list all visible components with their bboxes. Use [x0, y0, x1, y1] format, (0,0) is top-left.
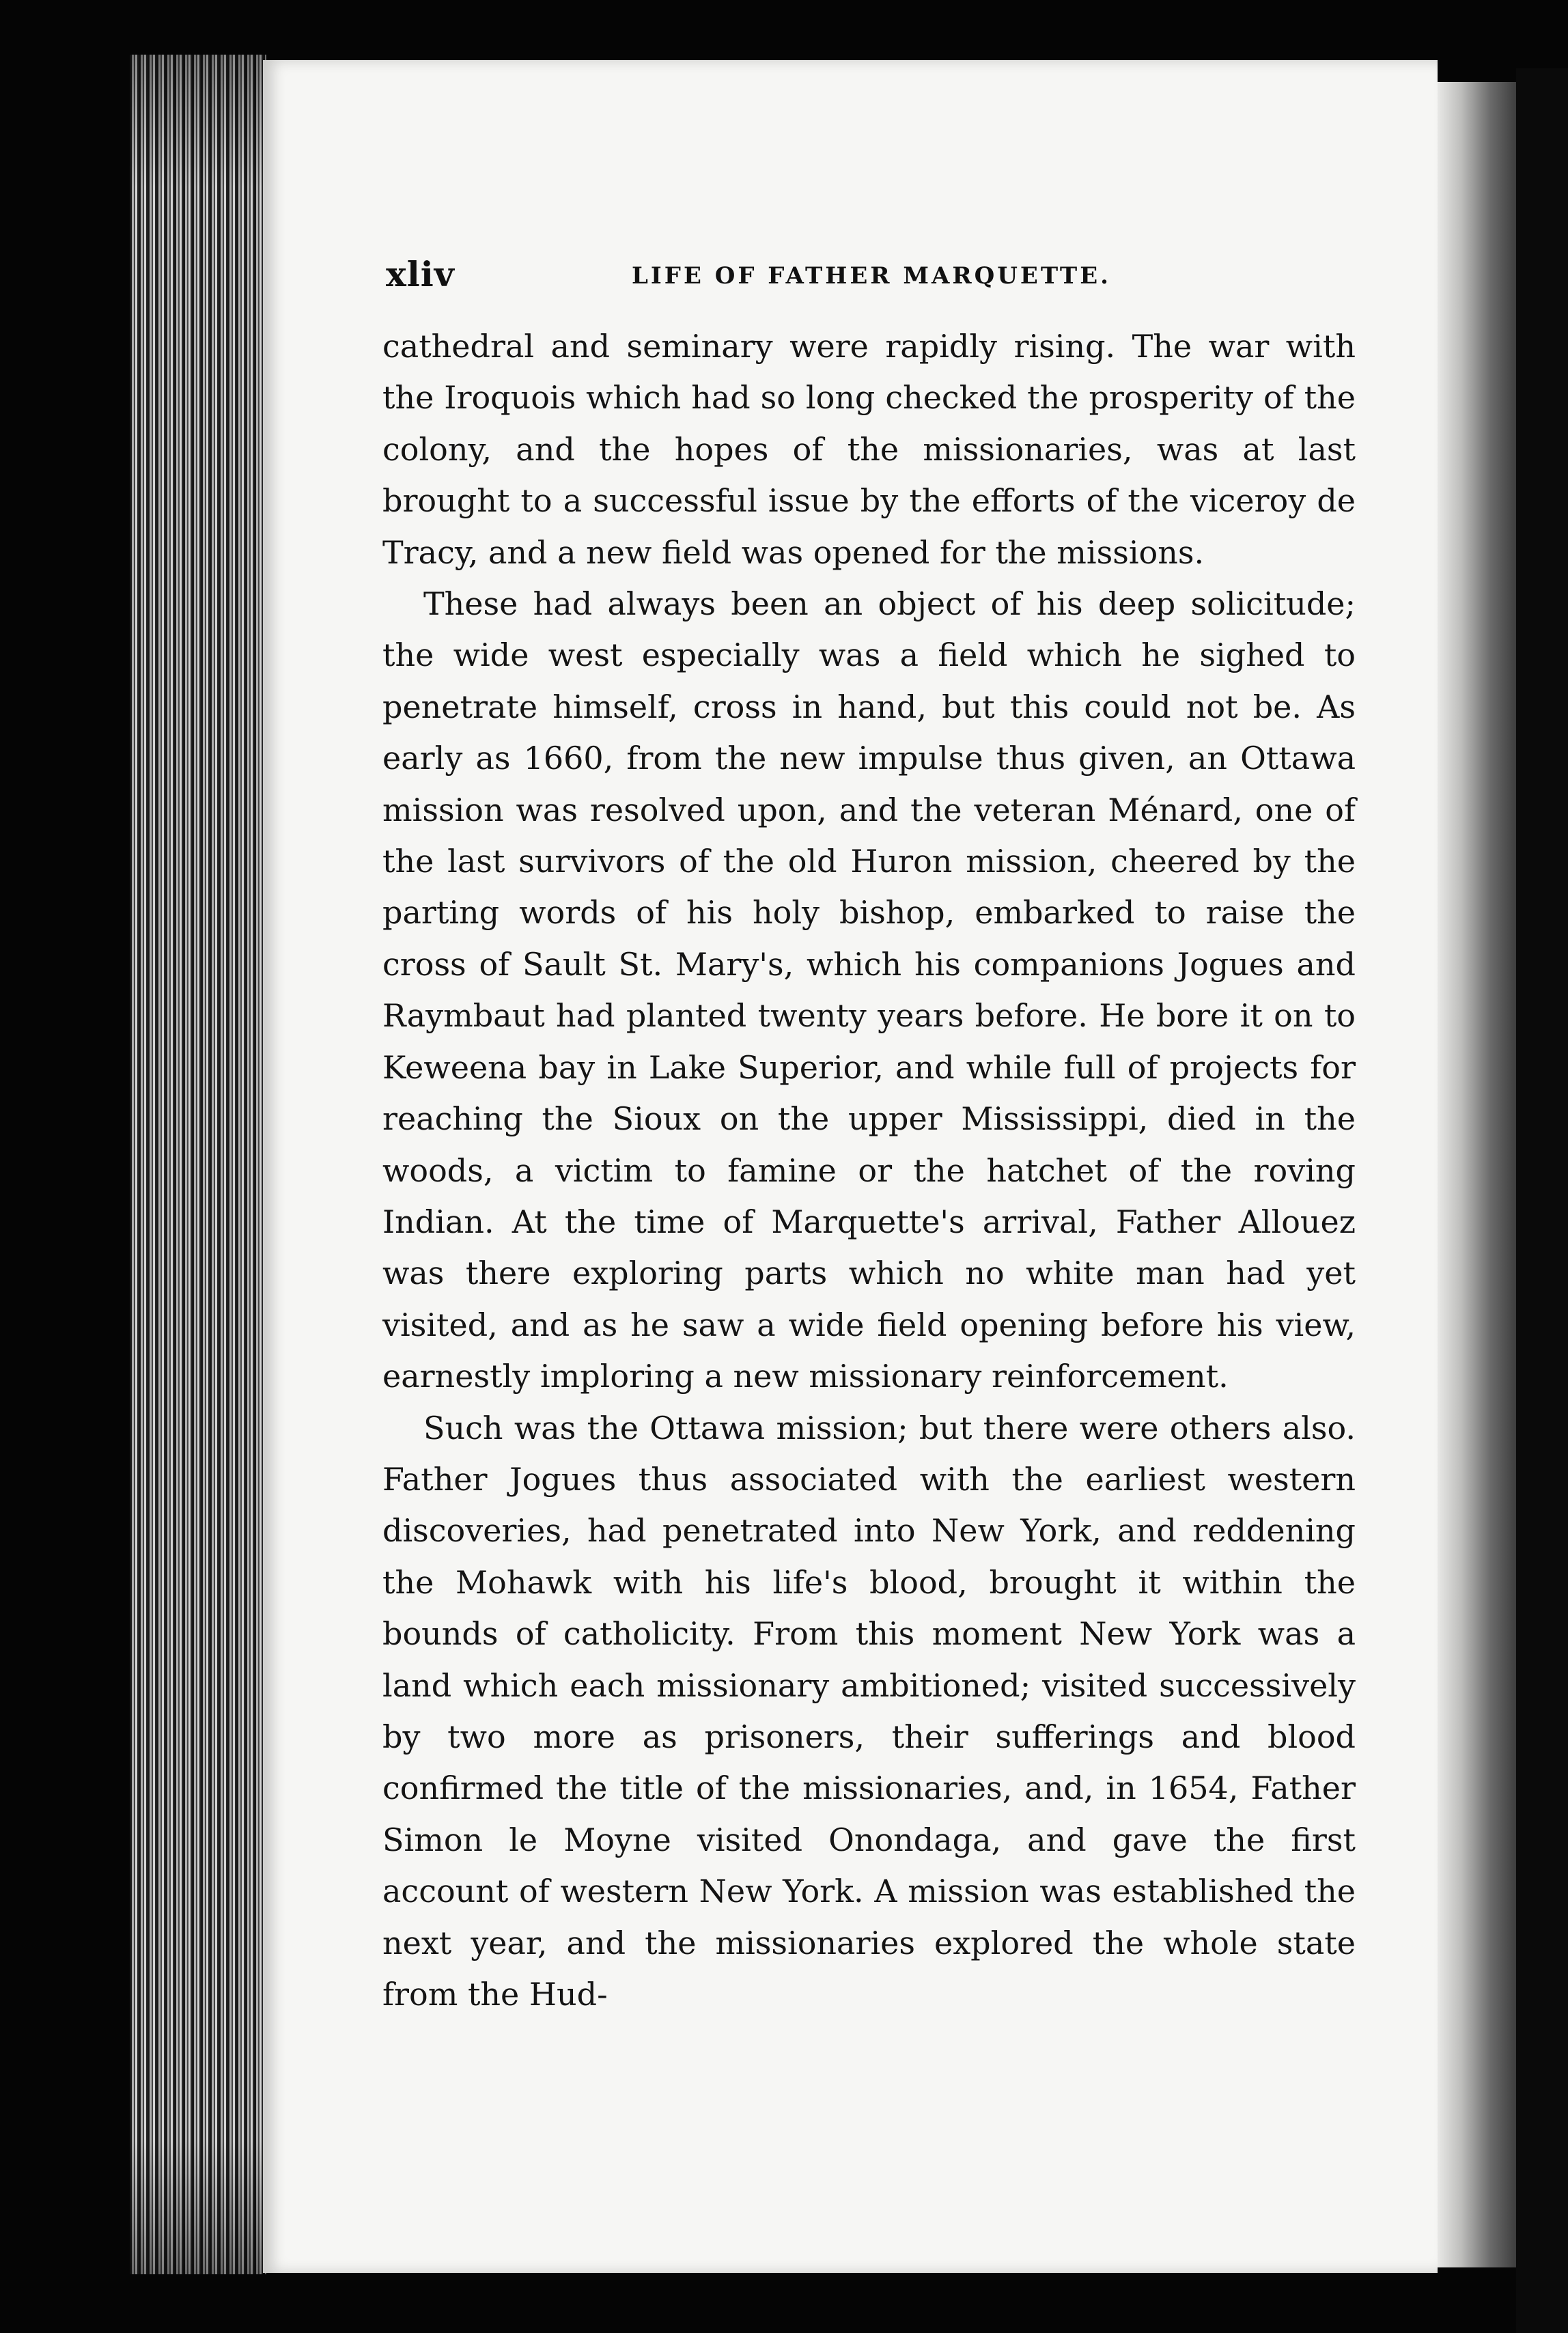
running-head: LIFE OF FATHER MARQUETTE. [632, 262, 1111, 290]
paragraph-3: Such was the Ottawa mission; but there were others also. Father Jogues thus associated with the earliest western discoveries, had penetrated into New York, and reddening the Mohawk with his life's blood, brought it within the bounds of catholicity. From this moment New York was a land which each missionary ambitioned; visited successively by two more as prisoners, their sufferings and blood confirmed the title of the missionaries, and, in 1654, Father Simon le Moyne visited Onondaga, and gave the first account of western New York. A mission was established the next year, and the missionaries explored the whole state from the Hud- [382, 1409, 1356, 2013]
page-header [386, 254, 1356, 295]
scan-border-right [1516, 68, 1568, 2333]
paragraph-2: These had always been an object of his deep solicitude; the wide west especially was a field which he sighed to penetrate himself, cross in hand, but this could not be. As early as 1660, from the new impulse thus given, an Ottawa mission was resolved upon, and the veteran Ménard, one of the last survivors of the old Huron mission, cheered by the parting words of his holy bishop, embarked to raise the cross of Sault St. Mary's, which his companions Jogues and Raymbaut had planted twenty years before. He bore it on to Keweena bay in Lake Superior, and while full of projects for reaching the Sioux on the upper Mississippi, died in the woods, a victim to famine or the hatchet of the roving Indian. At the time of Marquette's arrival, Father Allouez was there exploring parts which no white man had yet visited, and as he saw a wide field opening before his view, earnestly imploring a new missionary reinforcement. [382, 585, 1356, 1395]
book-page-edges [130, 55, 266, 2274]
page-number: xliv [386, 254, 455, 294]
paragraph-1: cathedral and seminary were rapidly rising. The war with the Iroquois which had so long checked the prosperity of the colony, and the hopes of the missionaries, was at last brought to a successful issue by the efforts of the viceroy de Tracy, and a new field was opened for the missions. [382, 328, 1356, 571]
body-text [382, 321, 1356, 2020]
